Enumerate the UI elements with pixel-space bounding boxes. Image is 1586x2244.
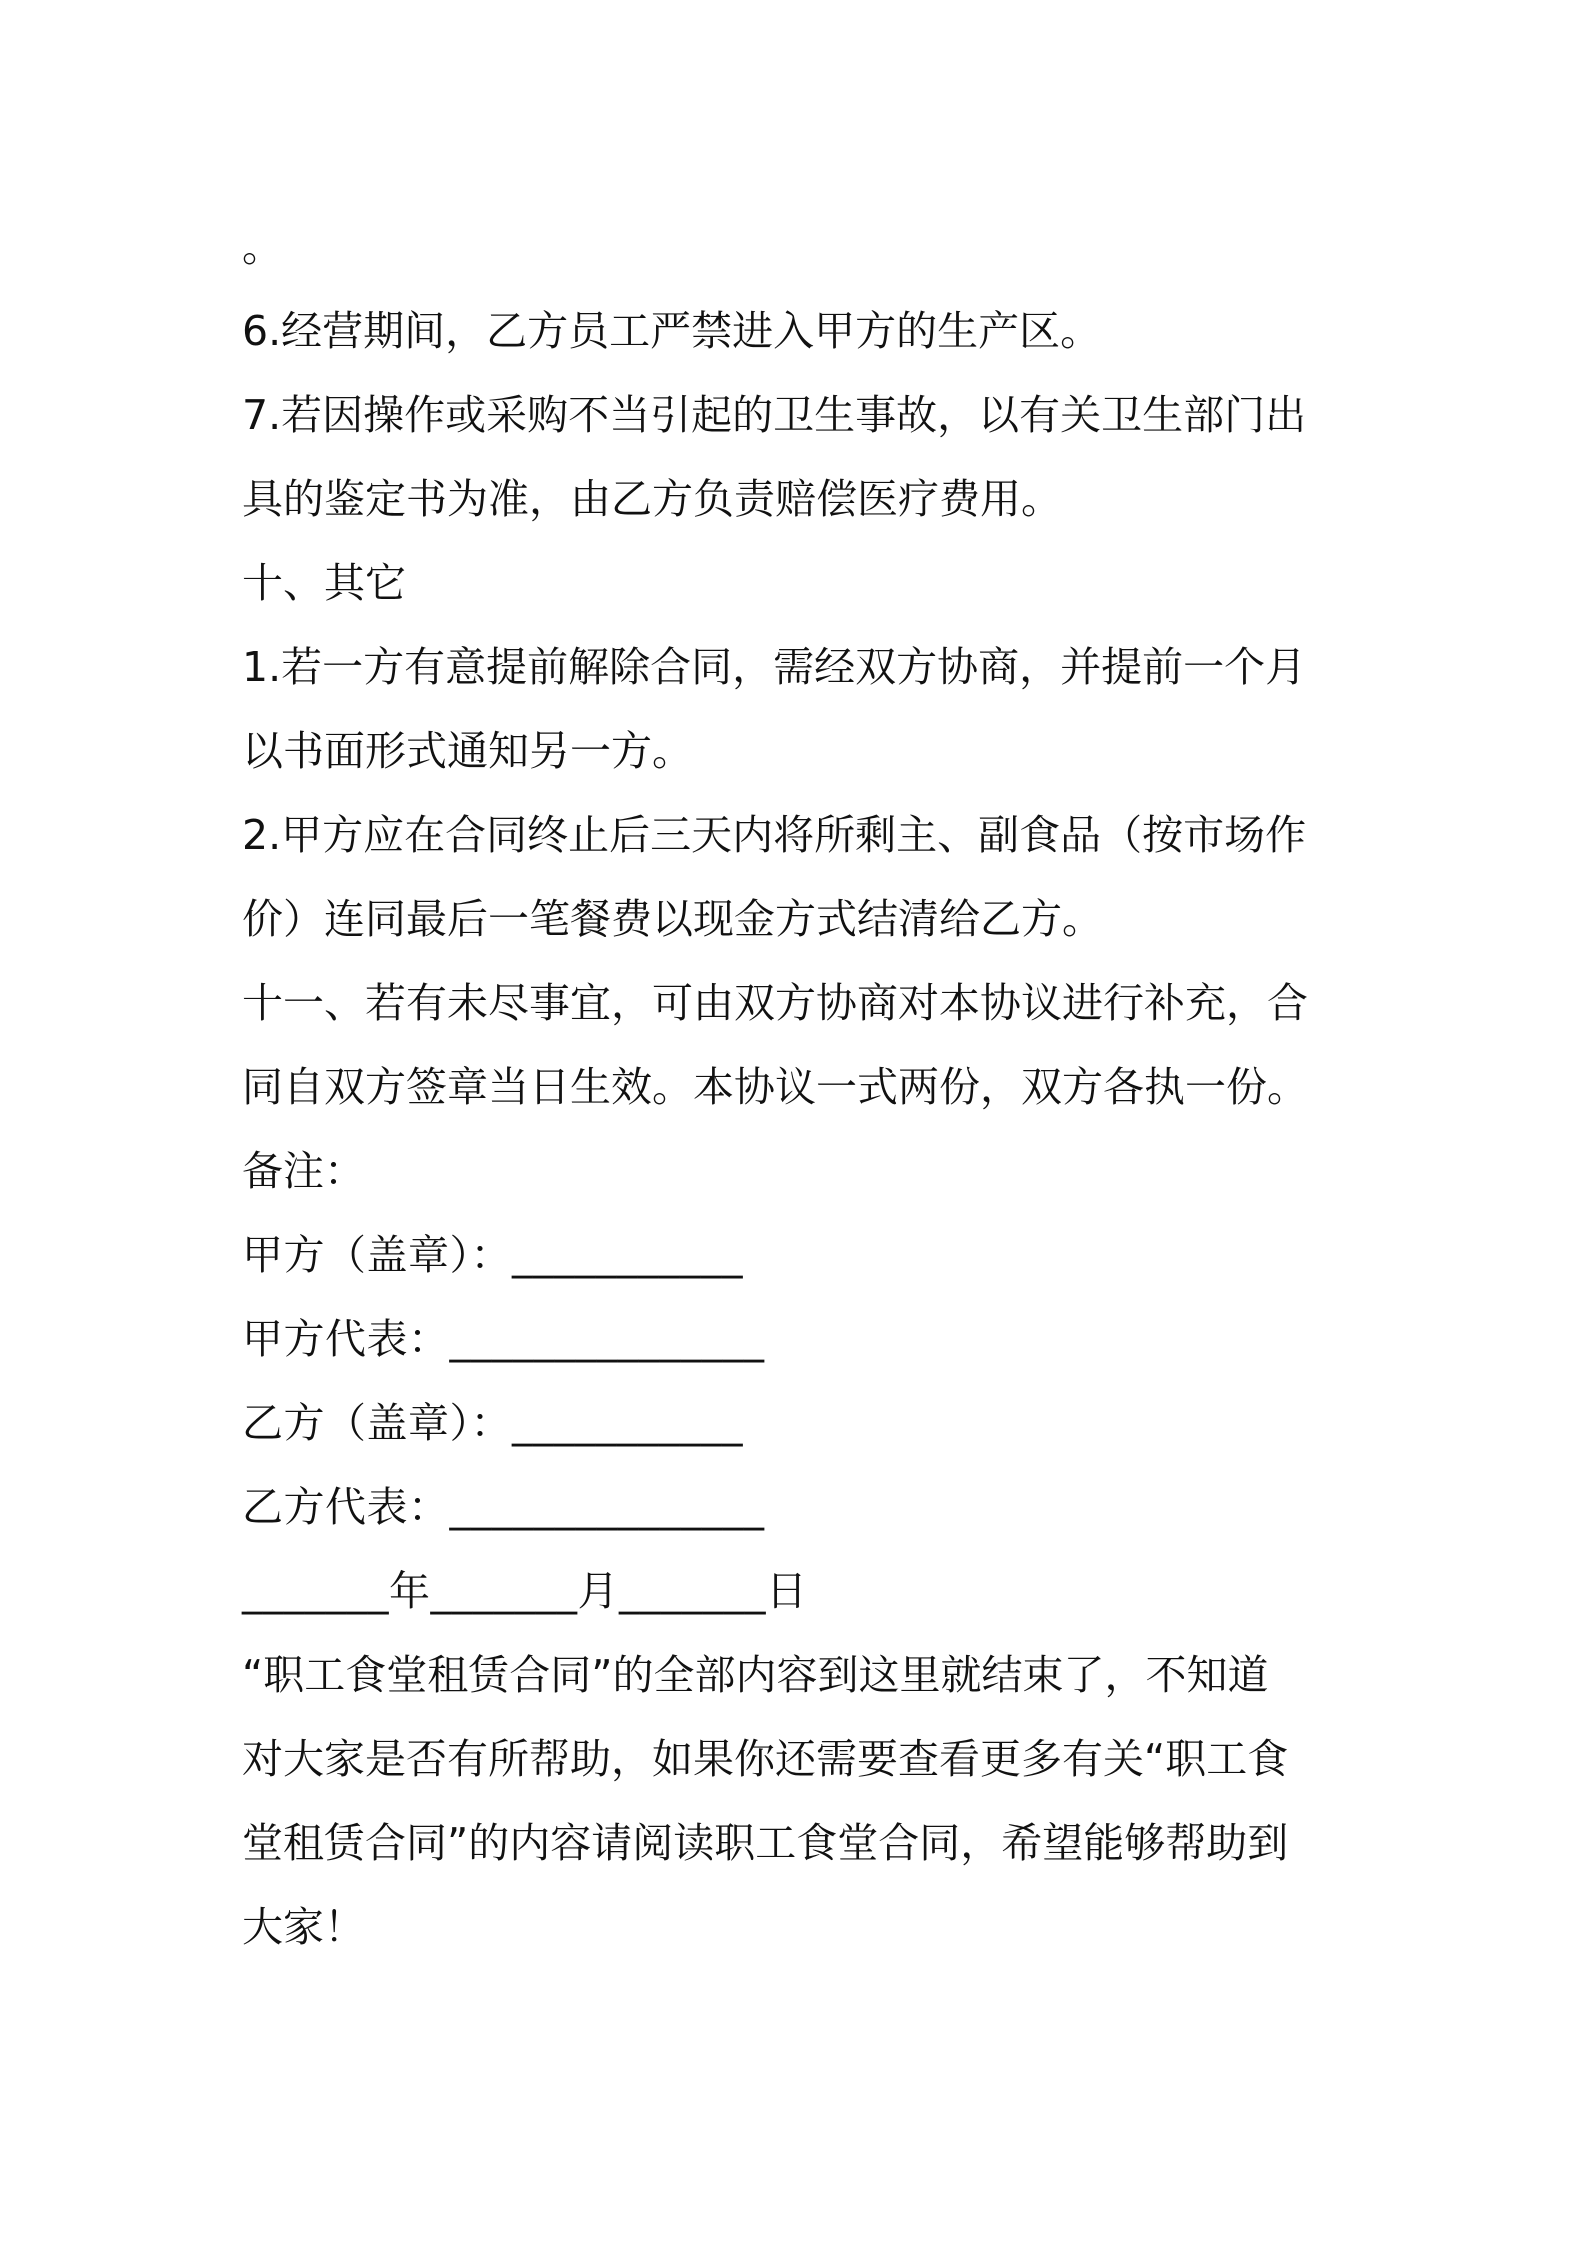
text-line: 6.经营期间，乙方员工严禁进入甲方的生产区。: [242, 307, 1102, 355]
text-line: 同自双方签章当日生效。本协议一式两份，双方各执一份。: [242, 1063, 1308, 1111]
text-line: 堂租赁合同”的内容请阅读职工食堂合同，希望能够帮助到: [242, 1819, 1289, 1867]
text-line: 7.若因操作或采购不当引起的卫生事故，以有关卫生部门出: [242, 391, 1307, 439]
party-b-representative-field: 乙方代表：_______________: [242, 1483, 765, 1531]
document-body: [242, 205, 1352, 1969]
party-a-seal-field: 甲方（盖章）：___________: [242, 1231, 743, 1279]
text-line: 价）连同最后一笔餐费以现金方式结清给乙方。: [242, 895, 1103, 943]
text-line: 以书面形式通知另一方。: [242, 727, 693, 775]
text-line: 十一、若有未尽事宜，可由双方协商对本协议进行补充，合: [242, 979, 1308, 1027]
text-line: 具的鉴定书为准，由乙方负责赔偿医疗费用。: [242, 475, 1062, 523]
text-line: “职工食堂租赁合同”的全部内容到这里就结束了，不知道: [242, 1651, 1269, 1699]
text-line: 1.若一方有意提前解除合同，需经双方协商，并提前一个月: [242, 643, 1307, 691]
remarks-label: 备注：: [242, 1147, 365, 1195]
text-line: 。: [242, 223, 283, 271]
party-b-seal-field: 乙方（盖章）：___________: [242, 1399, 743, 1447]
text-line: 大家！: [242, 1903, 365, 1951]
section-heading: 十、其它: [242, 559, 406, 607]
party-a-representative-field: 甲方代表：_______________: [242, 1315, 765, 1363]
text-line: 对大家是否有所帮助，如果你还需要查看更多有关“职工食: [242, 1735, 1289, 1783]
date-field: _______年_______月_______日: [242, 1567, 808, 1615]
text-line: 2.甲方应在合同终止后三天内将所剩主、副食品（按市场作: [242, 811, 1307, 859]
